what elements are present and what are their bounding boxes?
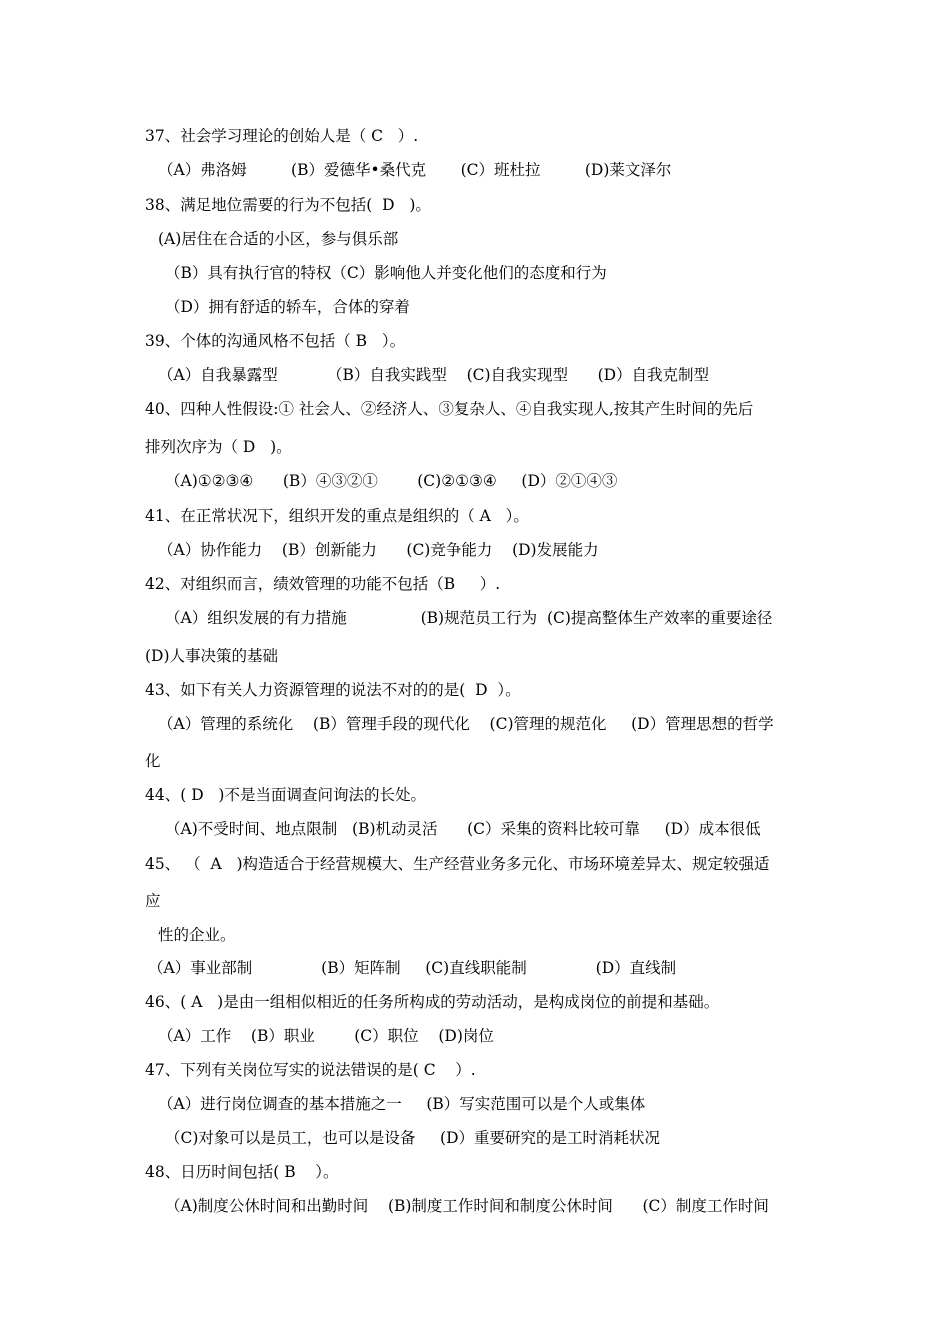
text-line: （A)不受时间、地点限制 (B)机动灵活 (C）采集的资料比较可靠 (D）成本很低 xyxy=(165,820,761,838)
text-line: （A）事业部制 (B）矩阵制 (C)直线职能制 (D）直线制 xyxy=(148,959,677,977)
text-line: （A）组织发展的有力措施 (B)规范员工行为 (C)提高整体生产效率的重要途径 xyxy=(165,609,773,627)
text-line: 性的企业。 xyxy=(158,926,236,944)
text-line: （A）工作 (B）职业 (C）职位 (D)岗位 xyxy=(158,1027,494,1045)
text-line: 43、如下有关人力资源管理的说法不对的的是( D ）。 xyxy=(145,681,521,699)
text-line: （B）具有执行官的特权（C）影响他人并变化他们的态度和行为 xyxy=(165,264,607,282)
text-line: （D）拥有舒适的轿车，合体的穿着 xyxy=(165,298,410,316)
text-line: 47、下列有关岗位写实的说法错误的是( C ）. xyxy=(145,1061,476,1079)
text-line: 应 xyxy=(145,892,161,910)
text-line: （A）自我暴露型 （B）自我实践型 (C)自我实现型 (D）自我克制型 xyxy=(158,366,710,384)
text-line: （C)对象可以是员工，也可以是设备 (D）重要研究的是工时消耗状况 xyxy=(165,1129,661,1147)
text-line: 44、( D )不是当面调查问询法的长处。 xyxy=(145,786,426,804)
text-line: 39、个体的沟通风格不包括（ B ）。 xyxy=(145,332,406,350)
text-line: 42、对组织而言，绩效管理的功能不包括（B ）. xyxy=(145,575,501,593)
text-line: （A）管理的系统化 (B）管理手段的现代化 (C)管理的规范化 (D）管理思想的哲学 xyxy=(158,715,774,733)
text-line: 41、在正常状况下，组织开发的重点是组织的（ A ）。 xyxy=(145,507,529,525)
text-line: 48、日历时间包括( B ）。 xyxy=(145,1163,339,1181)
text-line: 38、满足地位需要的行为不包括( D )。 xyxy=(145,196,431,214)
text-line: 化 xyxy=(145,752,161,770)
text-line: （A）进行岗位调查的基本措施之一 (B）写实范围可以是个人或集体 xyxy=(158,1095,646,1113)
text-line: （A）弗洛姆 (B）爱德华•桑代克 (C）班杜拉 (D)莱文泽尔 xyxy=(158,161,672,179)
text-line: 37、社会学习理论的创始人是（ C ）. xyxy=(145,127,419,145)
text-line: （A)①②③④ (B）④③②① (C)②①③④ (D）②①④③ xyxy=(165,472,618,490)
text-line: (A)居住在合适的小区，参与俱乐部 xyxy=(158,230,399,248)
text-line: 45、 （ A )构造适合于经营规模大、生产经营业务多元化、市场环境差异太、规定较强适 xyxy=(145,855,770,873)
text-line: （A）协作能力 (B）创新能力 (C)竞争能力 (D)发展能力 xyxy=(158,541,599,559)
text-line: (D)人事决策的基础 xyxy=(145,647,279,665)
text-line: 40、四种人性假设:① 社会人、②经济人、③复杂人、④自我实现人,按其产生时间的先后 xyxy=(145,400,754,418)
text-line: 46、( A )是由一组相似相近的任务所构成的劳动活动，是构成岗位的前提和基础。 xyxy=(145,993,720,1011)
text-line: 排列次序为（ D )。 xyxy=(145,438,292,456)
text-line: （A)制度公休时间和出勤时间 (B)制度工作时间和制度公休时间 (C）制度工作时间 xyxy=(165,1197,769,1215)
